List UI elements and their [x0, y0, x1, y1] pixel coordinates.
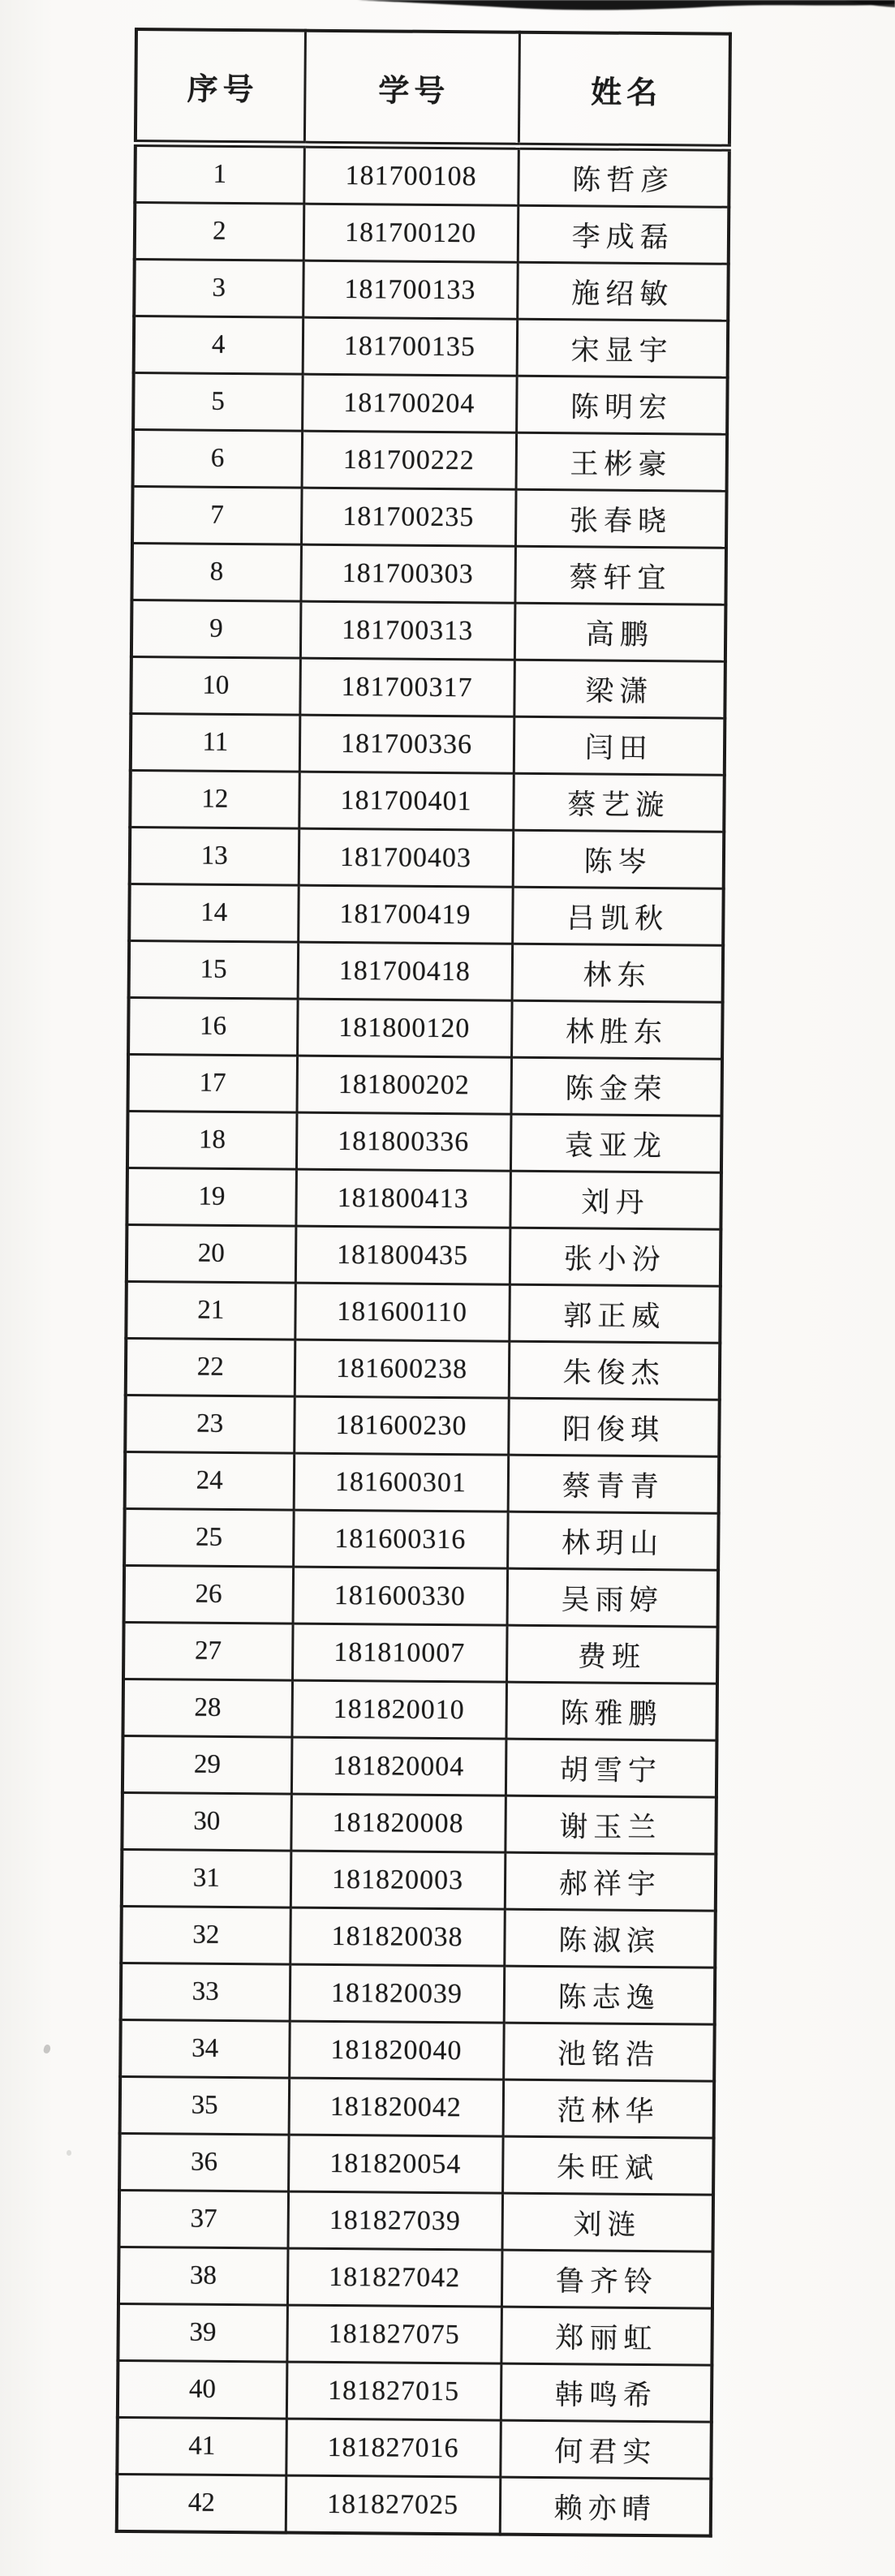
student-name-cell: 宋显宇 [517, 319, 729, 377]
student-name-cell: 林玥山 [507, 1512, 719, 1570]
table-row [130, 770, 725, 832]
student-name-cell: 鲁齐铃 [501, 2250, 713, 2308]
row-index-cell: 7 [132, 486, 302, 544]
student-name-cell: 谢玉兰 [505, 1795, 716, 1854]
student-id-cell: 181700336 [299, 715, 514, 773]
scan-smudge-artifact [0, 0, 895, 19]
row-index-cell: 42 [117, 2474, 286, 2532]
row-index-cell: 41 [117, 2417, 286, 2475]
row-index-cell: 5 [133, 373, 303, 432]
student-name-cell: 李成磊 [518, 205, 729, 264]
row-index-cell: 25 [124, 1508, 294, 1567]
student-name-cell: 赖亦晴 [500, 2477, 712, 2536]
student-name-cell: 池铭浩 [503, 2023, 715, 2081]
student-id-cell: 181827015 [286, 2362, 501, 2420]
row-index-cell: 8 [131, 543, 301, 601]
student-name-cell: 阳俊琪 [508, 1398, 720, 1456]
student-id-cell: 181827016 [286, 2419, 501, 2477]
student-id-cell: 181700401 [299, 772, 514, 830]
student-id-cell: 181820039 [290, 1964, 505, 2023]
row-index-cell: 28 [123, 1679, 292, 1737]
table-row [122, 1849, 716, 1911]
student-id-cell: 181700120 [303, 204, 518, 262]
row-index-cell: 17 [128, 1054, 298, 1112]
student-name-cell: 吕凯秋 [512, 887, 724, 945]
row-index-cell: 12 [130, 770, 299, 828]
student-id-cell: 181820008 [290, 1794, 506, 1852]
row-index-cell: 37 [119, 2190, 289, 2248]
scan-speck [42, 2044, 51, 2054]
table-row [135, 203, 729, 264]
row-index-cell: 14 [129, 884, 299, 942]
student-id-cell: 181827039 [288, 2191, 503, 2250]
table-row [119, 2190, 714, 2251]
header-name: 姓名 [518, 32, 730, 148]
table-row [128, 997, 723, 1059]
row-index-cell: 40 [118, 2360, 287, 2419]
student-id-cell: 181700108 [303, 144, 518, 205]
row-index-cell: 19 [127, 1168, 296, 1226]
student-name-cell: 闫田 [514, 716, 725, 775]
student-name-cell: 朱旺斌 [502, 2136, 714, 2195]
student-id-cell: 181700303 [300, 544, 515, 603]
row-index-cell: 20 [127, 1224, 296, 1283]
table-row [118, 2303, 712, 2365]
student-id-cell: 181700317 [299, 658, 514, 716]
row-index-cell: 6 [133, 430, 303, 488]
student-name-cell: 陈岑 [513, 830, 725, 888]
row-index-cell: 23 [125, 1395, 295, 1453]
table-row [120, 2019, 715, 2081]
row-index-cell: 2 [135, 203, 304, 261]
row-index-cell: 38 [118, 2247, 288, 2305]
student-name-cell: 刘丹 [510, 1171, 721, 1229]
student-id-cell: 181800120 [297, 999, 512, 1057]
table-row [133, 430, 728, 492]
row-index-cell: 31 [122, 1849, 291, 1907]
table-row [125, 1451, 720, 1513]
student-name-cell: 张春晓 [515, 489, 727, 548]
row-index-cell: 39 [118, 2303, 287, 2362]
table-row [127, 1111, 722, 1172]
student-name-cell: 吴雨婷 [507, 1568, 719, 1627]
table-row [134, 260, 729, 321]
table-row [123, 1735, 717, 1797]
student-id-cell: 181827042 [287, 2248, 502, 2307]
table-row [131, 543, 726, 604]
student-name-cell: 袁亚龙 [510, 1114, 722, 1172]
student-name-cell: 刘涟 [502, 2193, 714, 2251]
student-id-cell: 181820040 [289, 2021, 504, 2079]
student-name-cell: 郑丽虹 [501, 2307, 712, 2365]
student-name-cell: 朱俊杰 [509, 1341, 721, 1400]
table-row [129, 940, 724, 1002]
student-id-cell: 181800202 [297, 1056, 512, 1114]
student-id-cell: 181820004 [291, 1737, 506, 1795]
student-id-cell: 181700418 [298, 942, 513, 1000]
student-name-cell: 林东 [512, 944, 724, 1002]
student-name-cell: 林胜东 [511, 1000, 723, 1059]
table-row [134, 316, 729, 378]
student-name-cell: 何君实 [500, 2420, 712, 2479]
row-index-cell: 33 [121, 1963, 290, 2021]
row-index-cell: 10 [131, 656, 300, 715]
student-id-cell: 181800336 [296, 1112, 511, 1171]
student-id-cell: 181700222 [302, 431, 517, 489]
table-row [131, 600, 726, 661]
student-name-cell: 胡雪宁 [506, 1739, 717, 1797]
student-id-cell: 181820003 [290, 1851, 506, 1909]
row-index-cell: 35 [120, 2076, 290, 2135]
table-row [124, 1565, 719, 1627]
student-id-cell: 181600330 [293, 1567, 508, 1625]
table-row [118, 2360, 712, 2422]
row-index-cell: 9 [131, 600, 301, 658]
student-id-cell: 181820010 [291, 1680, 506, 1739]
student-id-cell: 181700403 [299, 828, 514, 887]
row-index-cell: 30 [122, 1792, 291, 1851]
row-index-cell: 15 [129, 940, 299, 999]
student-name-cell: 范林华 [503, 2079, 715, 2138]
row-index-cell: 16 [128, 997, 298, 1056]
student-name-cell: 陈哲彦 [518, 146, 729, 207]
table-row [127, 1168, 721, 1229]
student-name-cell: 郝祥宇 [505, 1852, 716, 1911]
table-row [118, 2247, 713, 2308]
row-index-cell: 22 [126, 1338, 295, 1396]
table-row [129, 884, 724, 945]
student-id-cell: 181800435 [295, 1226, 510, 1284]
table-row [123, 1679, 717, 1740]
student-id-cell: 181827075 [286, 2305, 501, 2363]
student-id-cell: 181700204 [302, 374, 517, 432]
student-name-cell: 蔡轩宜 [514, 546, 726, 604]
table-row [117, 2474, 712, 2535]
student-name-cell: 王彬豪 [516, 432, 728, 491]
table-row [124, 1508, 719, 1570]
student-name-cell: 陈金荣 [510, 1057, 722, 1116]
table-row [132, 486, 727, 548]
row-index-cell: 3 [134, 260, 303, 318]
student-id-cell: 181820054 [288, 2135, 503, 2193]
table-row [133, 373, 728, 435]
student-id-cell: 181600238 [295, 1340, 510, 1398]
table-row [121, 1963, 716, 2024]
table-row [131, 656, 725, 718]
table-row [119, 2133, 714, 2195]
row-index-cell: 4 [134, 316, 303, 375]
student-name-cell: 施绍敏 [517, 262, 729, 320]
student-id-cell: 181600316 [293, 1510, 508, 1568]
table-row [127, 1224, 721, 1286]
student-id-cell: 181700235 [301, 488, 516, 546]
row-index-cell: 34 [120, 2019, 290, 2078]
table-row [117, 2417, 712, 2479]
student-id-cell: 181700135 [303, 317, 518, 376]
student-name-cell: 陈明宏 [516, 376, 728, 434]
student-name-cell: 费班 [506, 1625, 718, 1684]
student-roster-table [115, 28, 732, 2538]
header-row [136, 29, 730, 148]
table-row [128, 1054, 723, 1116]
student-id-cell: 181800413 [295, 1169, 510, 1228]
student-name-cell: 蔡艺漩 [513, 773, 725, 832]
table-row [135, 144, 729, 208]
row-index-cell: 29 [123, 1735, 292, 1794]
table-row [131, 713, 725, 775]
row-index-cell: 26 [124, 1565, 294, 1623]
row-index-cell: 13 [130, 827, 299, 885]
row-index-cell: 21 [126, 1281, 295, 1340]
row-index-cell: 24 [125, 1451, 295, 1510]
table-row [130, 827, 725, 888]
row-index-cell: 36 [119, 2133, 289, 2191]
table-row [126, 1338, 721, 1400]
row-index-cell: 18 [127, 1111, 297, 1169]
student-id-cell: 181810007 [292, 1623, 507, 1682]
header-student-id: 学号 [304, 31, 519, 147]
student-name-cell: 陈淑滨 [504, 1909, 716, 1967]
student-name-cell: 韩鸣希 [501, 2363, 712, 2422]
student-id-cell: 181600110 [295, 1283, 510, 1341]
student-id-cell: 181700133 [303, 260, 518, 319]
header-index: 序号 [136, 29, 305, 144]
student-name-cell: 张小汾 [510, 1228, 721, 1286]
table-row [121, 1906, 716, 1967]
table-row [125, 1395, 720, 1456]
student-name-cell: 蔡青青 [508, 1455, 720, 1513]
student-id-cell: 181600230 [294, 1396, 509, 1455]
student-name-cell: 高鹏 [514, 603, 726, 661]
row-index-cell: 1 [135, 144, 304, 204]
table-row [123, 1622, 718, 1684]
table-row [122, 1792, 716, 1854]
student-id-cell: 181820042 [289, 2078, 504, 2136]
student-id-cell: 181827025 [286, 2475, 501, 2535]
scanned-page-content [115, 28, 732, 2538]
student-id-cell: 181820038 [290, 1907, 505, 1966]
student-id-cell: 181700313 [300, 601, 515, 660]
student-name-cell: 陈雅鹏 [506, 1682, 717, 1740]
row-index-cell: 11 [131, 713, 300, 772]
student-name-cell: 郭正威 [509, 1284, 721, 1343]
student-name-cell: 陈志逸 [504, 1966, 716, 2024]
student-id-cell: 181600301 [294, 1453, 509, 1512]
student-name-cell: 梁潇 [514, 660, 725, 718]
table-row [120, 2076, 715, 2138]
table-row [126, 1281, 721, 1343]
row-index-cell: 32 [121, 1906, 290, 1964]
student-id-cell: 181700419 [298, 885, 513, 944]
row-index-cell: 27 [123, 1622, 293, 1680]
scan-speck [67, 2150, 71, 2156]
